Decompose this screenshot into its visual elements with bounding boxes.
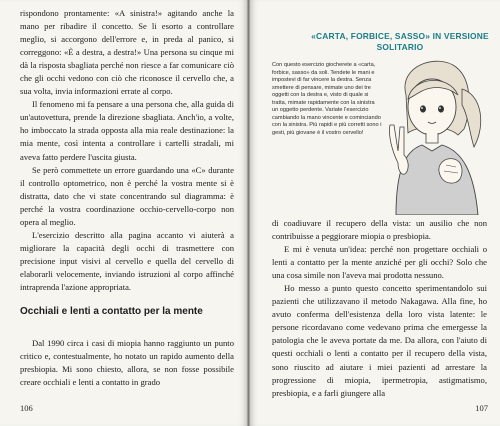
- left-section-paragraph: Dal 1990 circa i casi di miopia hanno raggiunto un punto critico e, contestualmente, ho notato un rapido aumento della presbiopia. Mi sono chiesto, allora, se non fosse possibile creare occhiali e lenti a contatto in grado: [20, 338, 234, 388]
- left-paragraph-1: rispondono prontamente: «A sinistra!» agitando anche la mano per ribadire il concetto. Se li esorto a controllare meglio, si accorgono dell'errore e, in preda al panico, si correggono: «È a destra, a destra!» Una persona su cinque mi dà la risposta sbagliata perché non riesce a far comunicare ciò che gli occhi vedono con ciò che riconosce il cervello che, a sua volta, invia informazioni errate al corpo.: [20, 8, 234, 97]
- left-body: [20, 7, 234, 294]
- section-heading: Occhiali e lenti a contatto per la mente: [20, 306, 203, 317]
- page-number-left: 106: [20, 403, 33, 413]
- right-paragraph-3: Ho messo a punto questo concetto sperimentandolo sui pazienti che utilizzavano il metodo Nakagawa. Alla fine, ho avuto conferma dell'esistenza della loro vista latente: le persone ricordavano come vedevano prima che emergesse la patologia che le aveva portate da me. Da allora, con l'aiuto di questi occhiali o lenti a contatto per il recupero della vista, sono riuscito ad aiutare i miei pazienti ad arrestare la progressione di miopia, ipermetropia, astigmatismo, presbiopia, e a farli giungere alla: [272, 283, 487, 398]
- right-paragraph-1: di coadiuvare il recupero della vista: un ausilio che non contribuisse a peggiorare miopia o presbiopia.: [272, 218, 487, 242]
- right-page: [250, 0, 500, 426]
- left-paragraph-3: Se però commettete un errore guardando una «C» durante il controllo optometrico, non è perché la vostra mente si è distratta, dato che vi state concentrando sul diagramma: è perché la vostra coordinazione occhio-cervello-corpo non opera al meglio.: [20, 164, 234, 227]
- exercise-text: Con questo esercizio giocherete a «carta, forbice, sasso» da soli. Tendete le mani e impostevi di far vincere la destra. Senza smettere di pensare, mimate uno dei tre oggetti con la destra e, visto di quale si tratta, mimate rapidamente con la sinistra un oggetto perdente. Variate l'esercizio cambiando la mano vincente e cominciando con la sinistra. Più rapidi e più corretti sono i gesti, più giovane è il vostro cervello!: [272, 62, 382, 136]
- left-page: [0, 0, 247, 426]
- left-paragraph-2: Il fenomeno mi fa pensare a una persona che, alla guida di un'autovettura, prende la direzione sbagliata. Anch'io, a volte, ho imboccato la strada opposta alla mia reale destinazione: la mia mente, così intenta a controllare i cartelli stradali, mi aveva fatto perdere l'uscita giusta.: [20, 99, 234, 162]
- woman-hand-gesture-illustration: [378, 55, 496, 215]
- left-paragraph-4: L'esercizio descritto alla pagina accanto vi aiuterà a migliorare la capacità degli occhi di trasmettere con precisione input visivi al cervello e quella del cervello di elaborarli velocemente, inviando istruzioni al corpo affinché intraprenda l'azione appropriata.: [20, 229, 234, 292]
- right-paragraph-2: E mi è venuta un'idea: perché non progettare occhiali o lenti a contatto per la mente anziché per gli occhi? Solo che una cosa simile non l'aveva mai prodotta nessuno.: [272, 244, 487, 281]
- exercise-title: «CARTA, FORBICE, SASSO» IN VERSIONE SOLITARIO: [311, 31, 489, 52]
- right-body: [272, 217, 487, 400]
- left-section-body: [20, 337, 234, 389]
- page-number-right: 107: [475, 403, 488, 413]
